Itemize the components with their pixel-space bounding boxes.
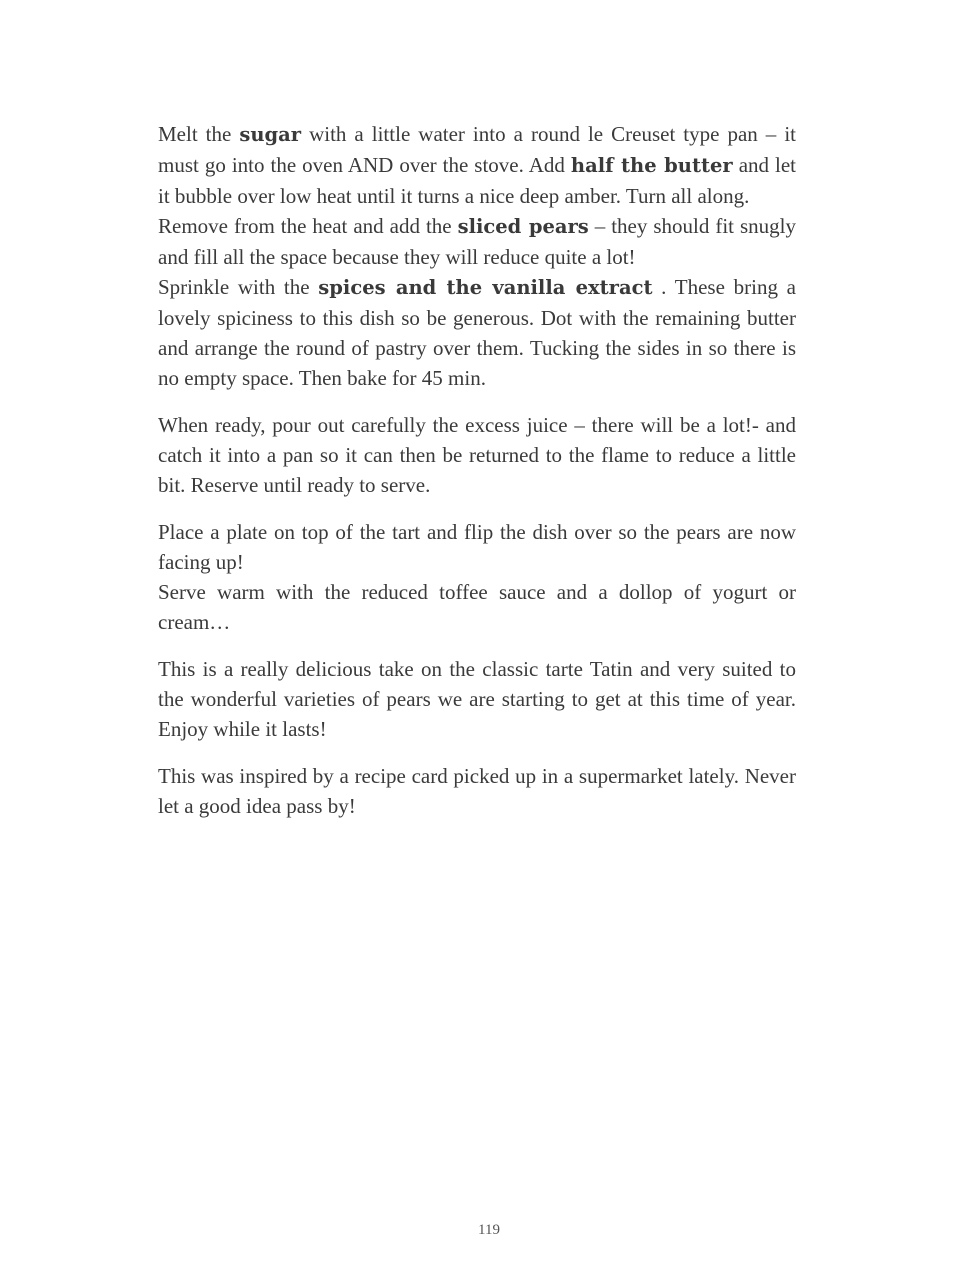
page-number: 119 [478, 1222, 500, 1238]
paragraph-melt-sugar [158, 119, 796, 211]
text-run: Remove from the heat and add the [158, 214, 458, 238]
text-run: with a little water into a round le Creuset type pan – it must go into the oven AND over the stove. Add [158, 122, 796, 177]
paragraph-inspired-by: This was inspired by a recipe card picked up in a supermarket lately. Never let a good idea pass by! [158, 764, 796, 818]
ingredient-spices-vanilla: spices and the vanilla extract [318, 276, 653, 299]
paragraph-pour-juice: When ready, pour out carefully the excess juice – there will be a lot!- and catch it into a pan so it can then be returned to the flame to reduce a little bit. Reserve until ready to serve. [158, 413, 796, 497]
text-run: . These bring a lovely spiciness to this dish so be generous. Dot with the remaining butter and arrange the round of pastry over them. Tucking the sides in so there is no empty space. Then bake for 45 min. [158, 275, 796, 390]
paragraph-flip-tart: Place a plate on top of the tart and flip the dish over so the pears are now facing up! [158, 520, 796, 574]
text-run: Sprinkle with the [158, 275, 319, 299]
text-run: – they should fit snugly and fill all the space because they will reduce quite a lot! [158, 214, 796, 269]
ingredient-sliced-pears: sliced pears [457, 215, 589, 238]
paragraph-add-pears [158, 211, 796, 272]
text-run: and let it bubble over low heat until it turns a nice deep amber. Turn all along. [158, 153, 796, 208]
paragraph-delicious-take: This is a really delicious take on the classic tarte Tatin and very suited to the wonderful varieties of pears we are starting to get at this time of year. Enjoy while it lasts! [158, 657, 796, 741]
paragraph-sprinkle-spices [158, 272, 796, 393]
paragraph-serve-warm: Serve warm with the reduced toffee sauce and a dollop of yogurt or cream… [158, 580, 796, 634]
text-run: Melt the [158, 122, 240, 146]
ingredient-sugar: sugar [239, 123, 302, 146]
recipe-body [158, 119, 796, 821]
ingredient-half-butter: half the butter [570, 154, 733, 177]
